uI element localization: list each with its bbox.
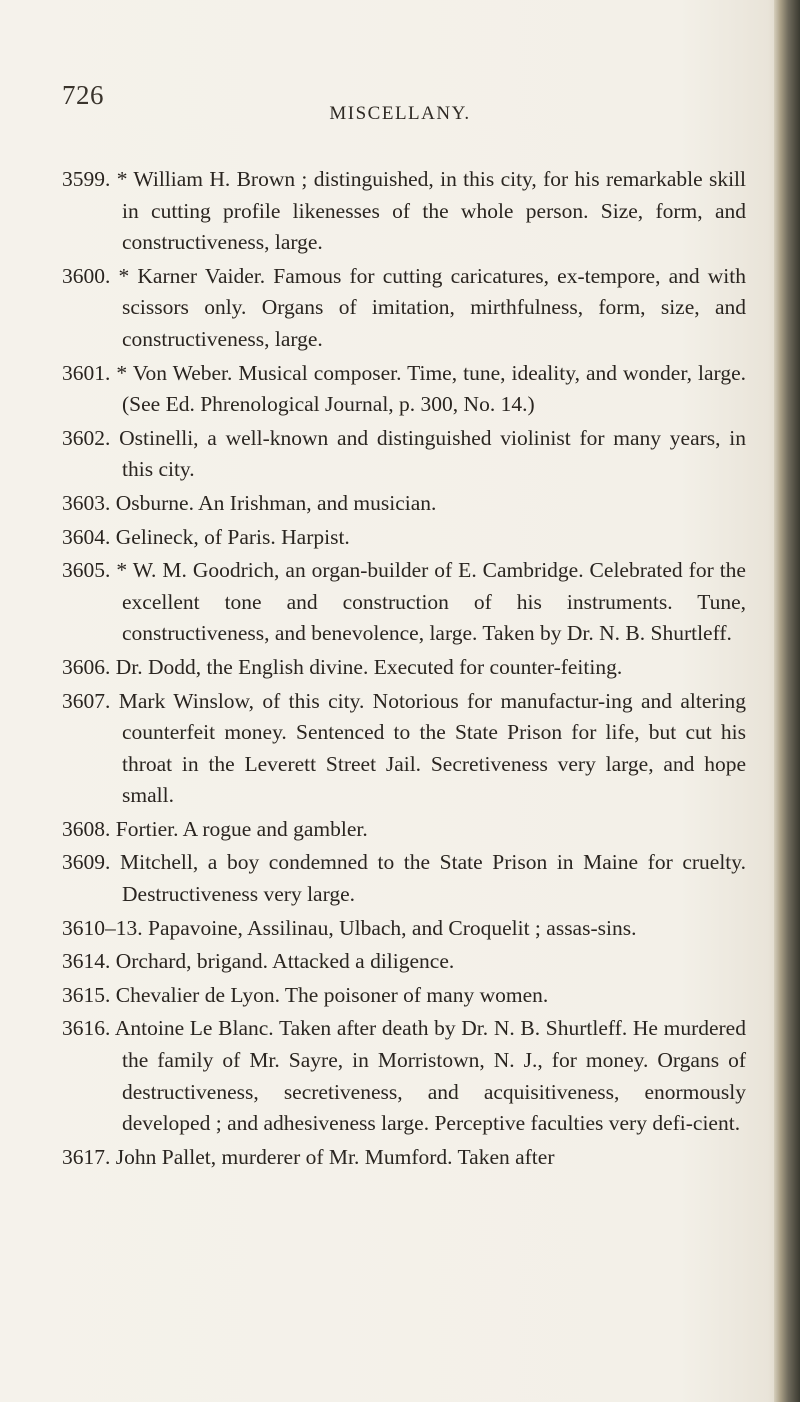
entry-number: 3607. [62,688,111,713]
entry-text: W. M. Goodrich, an organ-builder of E. Cambridge. Celebrated for the excellent tone and construction of his instruments. Tune, constructiveness, and benevolence, large. Taken by Dr. N. B. Shurtleff. [122,558,746,646]
entry-text: Fortier. A rogue and gambler. [115,816,368,841]
catalogue-entry [62,1142,746,1174]
entry-text: Dr. Dodd, the English divine. Executed for counter-feiting. [115,654,623,679]
entry-number: 3599. [62,167,111,191]
catalogue-entries [62,164,746,1175]
catalogue-entry [62,1013,746,1139]
entry-text: Mitchell, a boy condemned to the State Prison in Maine for cruelty. Destructiveness very large. [119,850,746,907]
entry-text: John Pallet, murderer of Mr. Mumford. Taken after [115,1144,555,1169]
entry-number: 3606. [62,654,111,679]
catalogue-entry [62,423,746,486]
entry-number: 3602. [62,425,111,450]
book-binding-edge [774,0,800,1402]
entry-text: Osburne. An Irishman, and musician. [115,490,437,515]
entry-star-mark: * [116,360,128,385]
running-head: MISCELLANY. [329,103,471,124]
entry-number: 3616. [62,1016,111,1041]
catalogue-entry [62,555,746,650]
entry-number: 3605. [62,558,111,583]
catalogue-entry [62,358,746,421]
entry-star-mark: * [116,167,128,191]
entry-text: Papavoine, Assilinau, Ulbach, and Croquelit ; assas-sins. [148,915,637,940]
catalogue-entry [62,686,746,812]
entry-text: Mark Winslow, of this city. Notorious for manufactur-ing and altering counterfeit money. Sentenced to the State Prison for life, but cut his throat in the Leverett Street Jail. Secretiveness very large, and hope small. [118,688,747,808]
catalogue-entry [62,980,746,1012]
entry-number: 3600. [62,263,111,288]
entry-number: 3603. [62,490,111,515]
entry-number: 3601. [62,360,111,385]
catalogue-entry [62,488,746,520]
entry-number: 3610–13. [62,915,143,940]
entry-number: 3617. [62,1144,111,1169]
entry-star-mark: * [118,263,130,288]
entry-text: Ostinelli, a well-known and distinguished violinist for many years, in this city. [119,425,746,482]
catalogue-entry [62,946,746,978]
catalogue-entry [62,522,746,554]
catalogue-entry [62,847,746,910]
entry-number: 3609. [62,850,111,875]
page-number: 726 [62,80,104,110]
entry-text: Antoine Le Blanc. Taken after death by Dr. N. B. Shurtleff. He murdered the family of Mr. Sayre, in Morristown, N. J., for money. Organs of destructiveness, secretiveness, and acquisitiveness, enormously developed ; and adhesiveness large. Perceptive faculties very defi-cient. [114,1016,746,1136]
entry-text: Gelineck, of Paris. Harpist. [115,524,350,549]
catalogue-entry [62,814,746,846]
entry-text: Karner Vaider. Famous for cutting caricatures, ex-tempore, and with scissors only. Organs of imitation, mirthfulness, form, size, and constructiveness, large. [122,263,746,351]
catalogue-entry [62,164,746,259]
entry-number: 3615. [62,982,111,1007]
entry-text: Chevalier de Lyon. The poisoner of many women. [115,982,549,1007]
catalogue-entry [62,261,746,356]
entry-text: Orchard, brigand. Attacked a diligence. [115,949,455,974]
entry-number: 3614. [62,949,111,974]
entry-number: 3608. [62,816,111,841]
catalogue-entry [62,913,746,945]
entry-number: 3604. [62,524,111,549]
entry-text: William H. Brown ; distinguished, in this city, for his remarkable skill in cutting profile likenesses of the whole person. Size, form, and constructiveness, large. [122,167,746,255]
entry-text: Von Weber. Musical composer. Time, tune, ideality, and wonder, large. (See Ed. Phrenological Journal, p. 300, No. 14.) [122,360,746,417]
catalogue-entry [62,652,746,684]
entry-star-mark: * [116,558,128,583]
